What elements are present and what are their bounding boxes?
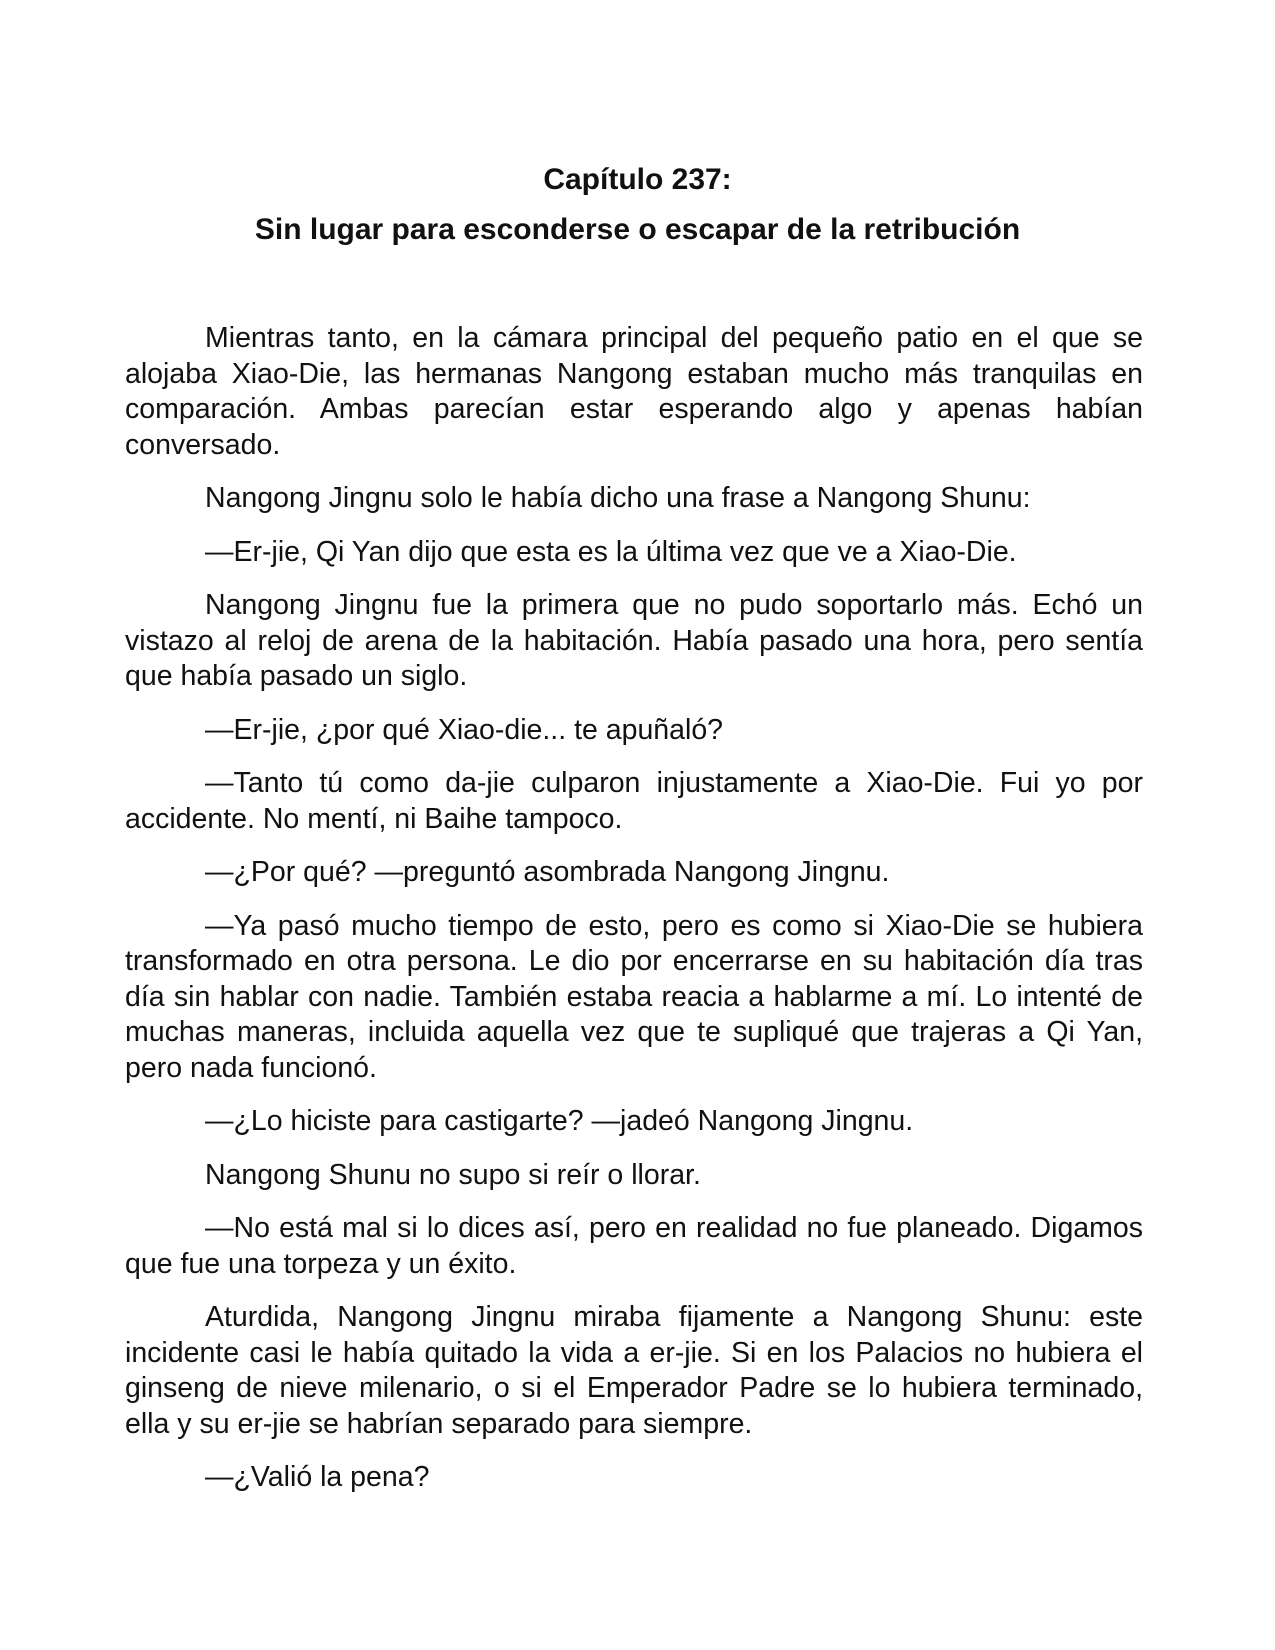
paragraph: Nangong Jingnu fue la primera que no pudo soportarlo más. Echó un vistazo al reloj de arena de la habitación. Había pasado una hora, pero sentía que había pasado un siglo.: [125, 589, 1143, 692]
chapter-header: [0, 160, 1275, 250]
paragraph: —Ya pasó mucho tiempo de esto, pero es como si Xiao-Die se hubiera transformado en otra persona. Le dio por encerrarse en su habitación día tras día sin hablar con nadie. También estaba reacia a hablarme a mí. Lo intenté de muchas maneras, incluida aquella vez que te supliqué que trajeras a Qi Yan, pero nada funcionó.: [125, 909, 1143, 1084]
paragraph: Aturdida, Nangong Jingnu miraba fijamente a Nangong Shunu: este incidente casi le había quitado la vida a er-jie. Si en los Palacios no hubiera el ginseng de nieve milenario, o si el Emperador Padre se lo hubiera terminado, ella y su er-jie se habrían separado para siempre.: [125, 1301, 1143, 1440]
paragraph: Nangong Jingnu solo le había dicho una frase a Nangong Shunu:: [205, 482, 1031, 514]
paragraph: —Er-jie, Qi Yan dijo que esta es la última vez que ve a Xiao-Die.: [205, 535, 1017, 568]
paragraph: —¿Por qué? —preguntó asombrada Nangong Jingnu.: [205, 856, 890, 888]
paragraph: Mientras tanto, en la cámara principal del pequeño patio en el que se alojaba Xiao-Die, las hermanas Nangong estaban mucho más tranquilas en comparación. Ambas parecían estar esperando algo y apenas habían conversado.: [125, 322, 1143, 461]
chapter-title: Sin lugar para esconderse o escapar de la retribución: [254, 213, 1021, 246]
chapter-body: [125, 321, 1143, 1514]
paragraph: —¿Lo hiciste para castigarte? —jadeó Nangong Jingnu.: [205, 1105, 914, 1137]
paragraph: —Er-jie, ¿por qué Xiao-die... te apuñaló?: [205, 713, 724, 746]
paragraph: —Tanto tú como da-jie culparon injustamente a Xiao-Die. Fui yo por accidente. No mentí, ni Baihe tampoco.: [125, 767, 1143, 835]
paragraph: —No está mal si lo dices así, pero en realidad no fue planeado. Digamos que fue una torpeza y un éxito.: [125, 1212, 1143, 1280]
paragraph: —¿Valió la pena?: [205, 1461, 430, 1493]
chapter-number: Capítulo 237:: [543, 163, 732, 196]
paragraph: Nangong Shunu no supo si reír o llorar.: [205, 1158, 701, 1191]
